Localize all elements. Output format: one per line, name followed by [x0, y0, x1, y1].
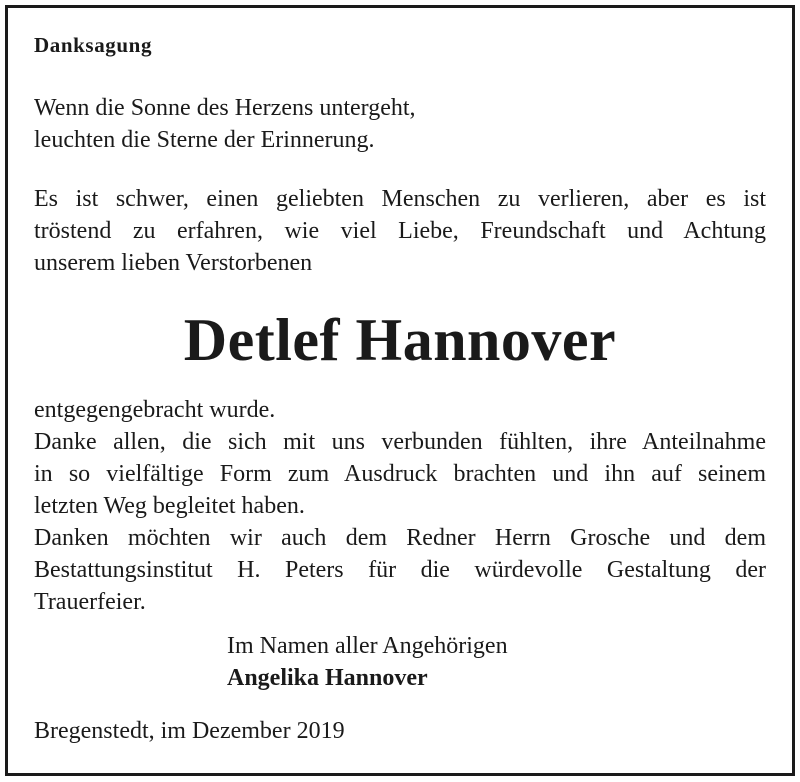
thanks-paragraph: [34, 394, 766, 618]
intro-line: Es ist schwer, einen geliebten Menschen zu verlieren, aber es ist: [34, 186, 766, 212]
thanks-line: Bestattungsinstitut H. Peters für die würdevolle Gestaltung der: [34, 557, 766, 583]
motto-line: leuchten die Sterne der Erinnerung.: [34, 127, 375, 153]
signature-line: Im Namen aller Angehörigen: [227, 633, 508, 659]
deceased-name: Detlef Hannover: [183, 307, 617, 373]
motto-quote: [34, 92, 416, 156]
intro-line: unserem lieben Verstorbenen: [34, 250, 313, 276]
signature-name: Angelika Hannover: [227, 665, 428, 691]
notice-heading: Danksagung: [34, 33, 153, 57]
thanks-line: Danken möchten wir auch dem Redner Herrn Grosche und dem: [34, 525, 766, 551]
signature-block: [227, 630, 508, 694]
place-date: Bregenstedt, im Dezember 2019: [34, 718, 345, 744]
intro-paragraph: [34, 183, 766, 279]
thanks-line: letzten Weg begleitet haben.: [34, 493, 305, 519]
thanks-line: entgegengebracht wurde.: [34, 397, 276, 423]
thanks-line: Danke allen, die sich mit uns verbunden fühlten, ihre Anteilnahme: [34, 429, 766, 455]
thanks-line: in so vielfältige Form zum Ausdruck brachten und ihn auf seinem: [34, 461, 766, 487]
motto-line: Wenn die Sonne des Herzens untergeht,: [34, 95, 416, 121]
intro-line: tröstend zu erfahren, wie viel Liebe, Freundschaft und Achtung: [34, 218, 766, 244]
thanks-line: Trauerfeier.: [34, 589, 146, 615]
